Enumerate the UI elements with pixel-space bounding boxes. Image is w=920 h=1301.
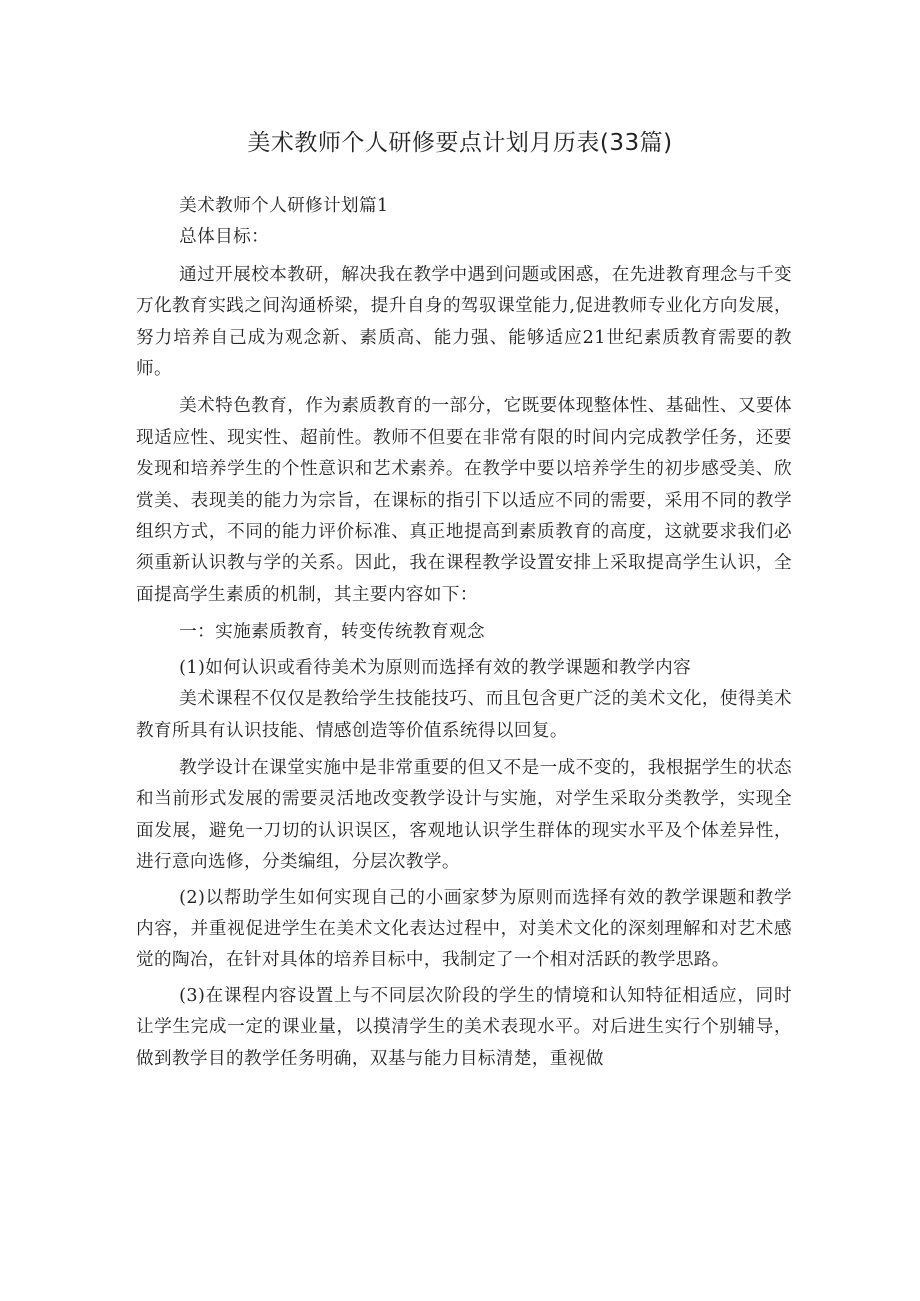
list-heading-1: 一：实施素质教育，转变传统教育观念: [179, 622, 486, 643]
list-item-1: (1)如何认识或看待美术为原则而选择有效的教学课题和教学内容: [179, 657, 692, 678]
paragraph-art-education: 美术特色教育，作为素质教育的一部分，它既要体现整体性、基础性、又要体现适应性、现实性、超前性。教师不但要在非常有限的时间内完成教学任务，还要发现和培养学生的个性意识和艺术素养。在教学中要以培养学生的初步感受美、欣赏美、表现美的能力为宗旨，在课标的指引下以适应不同的需要，采用不同的教学组织方式，不同的能力评价标准、真正地提高到素质教育的高度，这就要求我们必须重新认识教与学的关系。因此，我在课程教学设置安排上采取提高学生认识，全面提高学生素质的机制，其主要内容如下：: [136, 396, 792, 605]
paragraph-goal: 通过开展校本教研，解决我在教学中遇到问题或困惑，在先进教育理念与千变万化教育实践之间沟通桥梁，提升自身的驾驭课堂能力,促进教师专业化方向发展，努力培养自己成为观念新、素质高、能力强、能够适应21世纪素质教育需要的教师。: [136, 264, 792, 380]
section-heading: 美术教师个人研修计划篇1: [179, 196, 389, 216]
document-body: [136, 191, 792, 1075]
list-item-2: (2)以帮助学生如何实现自己的小画家梦为原则而选择有效的教学课题和教学内容，并重视促进学生在美术文化表达过程中，对美术文化的深刻理解和对艺术感觉的陶冶，在针对具体的培养目标中，我制定了一个相对活跃的教学思路。: [136, 887, 792, 971]
paragraph-teaching-design: 教学设计在课堂实施中是非常重要的但又不是一成不变的，我根据学生的状态和当前形式发展的需要灵活地改变教学设计与实施，对学生采取分类教学，实现全面发展，避免一刀切的认识误区，客观地认识学生群体的现实水平及个体差异性，进行意向选修，分类编组，分层次教学。: [136, 757, 792, 873]
subheading-overall-goal: 总体目标：: [179, 227, 270, 248]
document-title: 美术教师个人研修要点计划月历表(33篇): [247, 130, 673, 156]
list-item-3: (3)在课程内容设置上与不同层次阶段的学生的情境和认知特征相适应，同时让学生完成一定的课业量，以摸清学生的美术表现水平。对后进生实行个别辅导，做到教学目的教学任务明确，双基与能力目标清楚，重视做: [136, 985, 792, 1069]
paragraph-course-culture: 美术课程不仅仅是教给学生技能技巧、而且包含更广泛的美术文化，使得美术教育所具有认识技能、情感创造等价值系统得以回复。: [136, 689, 792, 741]
